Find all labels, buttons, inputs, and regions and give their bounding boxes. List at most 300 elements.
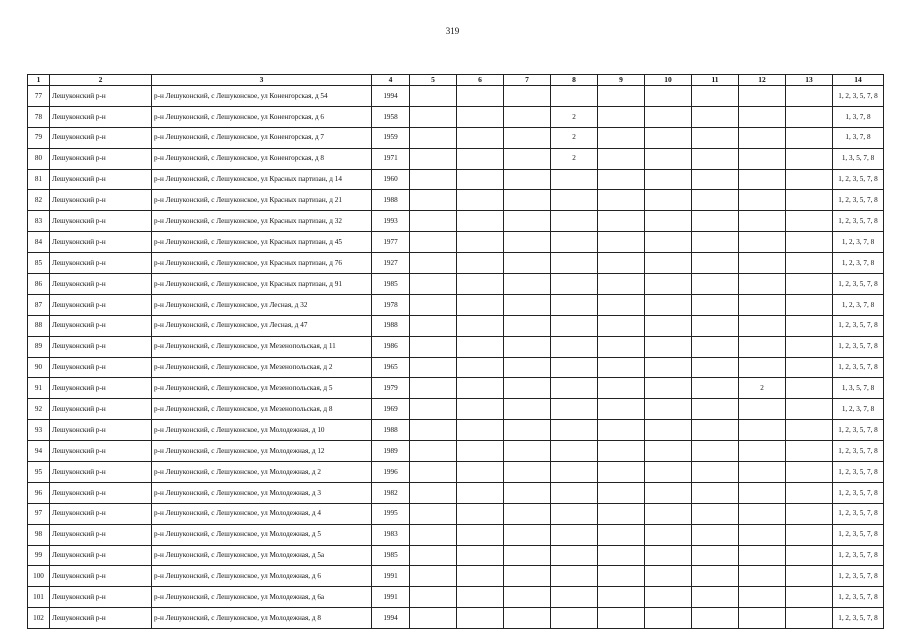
col-12-cell (739, 441, 786, 462)
col-10-cell (645, 441, 692, 462)
col-5-cell (410, 148, 457, 169)
table-row (28, 545, 884, 566)
col-9-cell (598, 441, 645, 462)
col-6-cell (457, 86, 504, 107)
col-5-cell (410, 503, 457, 524)
table-row (28, 274, 884, 295)
col-8-cell (551, 294, 598, 315)
col-6-cell (457, 106, 504, 127)
year-cell: 1969 (372, 399, 410, 420)
year-cell: 1983 (372, 524, 410, 545)
col-10-cell (645, 127, 692, 148)
col-7-cell (504, 211, 551, 232)
district-cell: Лешуконский р-н (50, 211, 152, 232)
col-6-cell (457, 190, 504, 211)
col-12-cell (739, 253, 786, 274)
row-number-cell: 91 (28, 378, 50, 399)
year-cell: 1996 (372, 462, 410, 483)
row-number-cell: 99 (28, 545, 50, 566)
col-6-cell (457, 211, 504, 232)
row-number-cell: 100 (28, 566, 50, 587)
col-7-cell (504, 190, 551, 211)
year-cell: 1979 (372, 378, 410, 399)
year-cell: 1993 (372, 211, 410, 232)
col-6-cell (457, 608, 504, 629)
col-6-cell (457, 294, 504, 315)
row-number-cell: 96 (28, 482, 50, 503)
criteria-codes-cell: 1, 2, 3, 5, 7, 8 (833, 211, 884, 232)
col-6-cell (457, 357, 504, 378)
col-8-cell: 2 (551, 106, 598, 127)
criteria-codes-cell: 1, 2, 3, 5, 7, 8 (833, 169, 884, 190)
col-5-cell (410, 190, 457, 211)
column-header-12: 12 (739, 75, 786, 86)
row-number-cell: 102 (28, 608, 50, 629)
col-7-cell (504, 106, 551, 127)
col-10-cell (645, 378, 692, 399)
col-7-cell (504, 294, 551, 315)
address-cell: р-н Лешуконский, с Лешуконское, ул Молодежная, д 12 (152, 441, 372, 462)
table-row (28, 587, 884, 608)
criteria-codes-cell: 1, 2, 3, 7, 8 (833, 232, 884, 253)
col-7-cell (504, 420, 551, 441)
column-header-7: 7 (504, 75, 551, 86)
col-11-cell (692, 608, 739, 629)
criteria-codes-cell: 1, 3, 7, 8 (833, 127, 884, 148)
district-cell: Лешуконский р-н (50, 524, 152, 545)
col-8-cell (551, 274, 598, 295)
col-11-cell (692, 524, 739, 545)
col-13-cell (786, 566, 833, 587)
col-12-cell (739, 127, 786, 148)
col-13-cell (786, 503, 833, 524)
criteria-codes-cell: 1, 2, 3, 5, 7, 8 (833, 274, 884, 295)
col-13-cell (786, 315, 833, 336)
address-cell: р-н Лешуконский, с Лешуконское, ул Молодежная, д 5 (152, 524, 372, 545)
col-5-cell (410, 106, 457, 127)
col-10-cell (645, 169, 692, 190)
criteria-codes-cell: 1, 2, 3, 5, 7, 8 (833, 441, 884, 462)
criteria-codes-cell: 1, 2, 3, 7, 8 (833, 294, 884, 315)
col-9-cell (598, 336, 645, 357)
col-8-cell (551, 545, 598, 566)
address-cell: р-н Лешуконский, с Лешуконское, ул Мезенопольская, д 5 (152, 378, 372, 399)
district-cell: Лешуконский р-н (50, 357, 152, 378)
col-5-cell (410, 420, 457, 441)
col-7-cell (504, 315, 551, 336)
col-8-cell (551, 587, 598, 608)
table-row (28, 127, 884, 148)
address-cell: р-н Лешуконский, с Лешуконское, ул Коненгорская, д 8 (152, 148, 372, 169)
col-7-cell (504, 524, 551, 545)
address-cell: р-н Лешуконский, с Лешуконское, ул Красных партизан, д 45 (152, 232, 372, 253)
col-13-cell (786, 148, 833, 169)
row-number-cell: 86 (28, 274, 50, 295)
col-9-cell (598, 169, 645, 190)
col-5-cell (410, 315, 457, 336)
row-number-cell: 90 (28, 357, 50, 378)
district-cell: Лешуконский р-н (50, 399, 152, 420)
col-12-cell (739, 566, 786, 587)
col-13-cell (786, 294, 833, 315)
address-cell: р-н Лешуконский, с Лешуконское, ул Молодежная, д 2 (152, 462, 372, 483)
col-5-cell (410, 232, 457, 253)
year-cell: 1971 (372, 148, 410, 169)
table-header (28, 75, 884, 86)
col-8-cell (551, 399, 598, 420)
col-13-cell (786, 253, 833, 274)
col-7-cell (504, 127, 551, 148)
criteria-codes-cell: 1, 2, 3, 5, 7, 8 (833, 357, 884, 378)
col-6-cell (457, 566, 504, 587)
col-8-cell (551, 462, 598, 483)
year-cell: 1977 (372, 232, 410, 253)
table-row (28, 336, 884, 357)
col-10-cell (645, 315, 692, 336)
row-number-cell: 89 (28, 336, 50, 357)
district-cell: Лешуконский р-н (50, 190, 152, 211)
column-header-3: 3 (152, 75, 372, 86)
col-11-cell (692, 462, 739, 483)
col-10-cell (645, 274, 692, 295)
header-row (28, 75, 884, 86)
col-8-cell: 2 (551, 148, 598, 169)
col-8-cell (551, 253, 598, 274)
col-9-cell (598, 378, 645, 399)
address-cell: р-н Лешуконский, с Лешуконское, ул Мезенопольская, д 2 (152, 357, 372, 378)
col-7-cell (504, 232, 551, 253)
col-12-cell (739, 315, 786, 336)
col-7-cell (504, 253, 551, 274)
col-10-cell (645, 336, 692, 357)
col-11-cell (692, 399, 739, 420)
col-11-cell (692, 378, 739, 399)
col-9-cell (598, 294, 645, 315)
col-11-cell (692, 420, 739, 441)
row-number-cell: 94 (28, 441, 50, 462)
row-number-cell: 78 (28, 106, 50, 127)
col-12-cell (739, 211, 786, 232)
col-12-cell (739, 274, 786, 295)
column-header-5: 5 (410, 75, 457, 86)
col-7-cell (504, 587, 551, 608)
col-13-cell (786, 336, 833, 357)
col-8-cell (551, 503, 598, 524)
col-9-cell (598, 127, 645, 148)
address-cell: р-н Лешуконский, с Лешуконское, ул Молодежная, д 6а (152, 587, 372, 608)
year-cell: 1985 (372, 545, 410, 566)
col-5-cell (410, 336, 457, 357)
col-6-cell (457, 169, 504, 190)
col-8-cell (551, 211, 598, 232)
address-cell: р-н Лешуконский, с Лешуконское, ул Коненгорская, д 54 (152, 86, 372, 107)
row-number-cell: 93 (28, 420, 50, 441)
year-cell: 1989 (372, 441, 410, 462)
col-11-cell (692, 253, 739, 274)
table-row (28, 169, 884, 190)
col-7-cell (504, 357, 551, 378)
col-11-cell (692, 315, 739, 336)
address-cell: р-н Лешуконский, с Лешуконское, ул Лесная, д 32 (152, 294, 372, 315)
address-cell: р-н Лешуконский, с Лешуконское, ул Коненгорская, д 7 (152, 127, 372, 148)
col-9-cell (598, 232, 645, 253)
criteria-codes-cell: 1, 2, 3, 5, 7, 8 (833, 524, 884, 545)
col-6-cell (457, 482, 504, 503)
col-11-cell (692, 482, 739, 503)
table-row (28, 148, 884, 169)
criteria-codes-cell: 1, 2, 3, 7, 8 (833, 253, 884, 274)
col-9-cell (598, 253, 645, 274)
year-cell: 1959 (372, 127, 410, 148)
col-9-cell (598, 190, 645, 211)
col-12-cell (739, 169, 786, 190)
col-13-cell (786, 106, 833, 127)
col-7-cell (504, 148, 551, 169)
col-13-cell (786, 274, 833, 295)
col-13-cell (786, 378, 833, 399)
col-6-cell (457, 587, 504, 608)
col-7-cell (504, 169, 551, 190)
column-header-4: 4 (372, 75, 410, 86)
col-11-cell (692, 148, 739, 169)
address-cell: р-н Лешуконский, с Лешуконское, ул Красных партизан, д 21 (152, 190, 372, 211)
row-number-cell: 101 (28, 587, 50, 608)
col-7-cell (504, 503, 551, 524)
row-number-cell: 98 (28, 524, 50, 545)
table-row (28, 211, 884, 232)
col-10-cell (645, 86, 692, 107)
col-5-cell (410, 399, 457, 420)
district-cell: Лешуконский р-н (50, 148, 152, 169)
col-8-cell (551, 566, 598, 587)
col-12-cell (739, 336, 786, 357)
col-9-cell (598, 503, 645, 524)
col-9-cell (598, 608, 645, 629)
col-5-cell (410, 441, 457, 462)
col-12-cell (739, 86, 786, 107)
col-12-cell (739, 462, 786, 483)
col-5-cell (410, 253, 457, 274)
col-13-cell (786, 524, 833, 545)
col-13-cell (786, 399, 833, 420)
col-11-cell (692, 232, 739, 253)
col-12-cell (739, 232, 786, 253)
district-cell: Лешуконский р-н (50, 462, 152, 483)
col-13-cell (786, 190, 833, 211)
col-7-cell (504, 274, 551, 295)
criteria-codes-cell: 1, 2, 3, 5, 7, 8 (833, 482, 884, 503)
row-number-cell: 88 (28, 315, 50, 336)
address-cell: р-н Лешуконский, с Лешуконское, ул Коненгорская, д 6 (152, 106, 372, 127)
col-6-cell (457, 441, 504, 462)
column-header-9: 9 (598, 75, 645, 86)
district-cell: Лешуконский р-н (50, 566, 152, 587)
district-cell: Лешуконский р-н (50, 106, 152, 127)
year-cell: 1986 (372, 336, 410, 357)
district-cell: Лешуконский р-н (50, 294, 152, 315)
col-6-cell (457, 503, 504, 524)
col-9-cell (598, 399, 645, 420)
col-9-cell (598, 545, 645, 566)
col-13-cell (786, 482, 833, 503)
col-11-cell (692, 106, 739, 127)
district-cell: Лешуконский р-н (50, 503, 152, 524)
col-9-cell (598, 148, 645, 169)
criteria-codes-cell: 1, 3, 5, 7, 8 (833, 148, 884, 169)
col-12-cell (739, 357, 786, 378)
col-10-cell (645, 608, 692, 629)
col-10-cell (645, 420, 692, 441)
criteria-codes-cell: 1, 2, 3, 5, 7, 8 (833, 336, 884, 357)
year-cell: 1960 (372, 169, 410, 190)
col-7-cell (504, 545, 551, 566)
table-row (28, 566, 884, 587)
address-cell: р-н Лешуконский, с Лешуконское, ул Красных партизан, д 91 (152, 274, 372, 295)
col-12-cell (739, 190, 786, 211)
criteria-codes-cell: 1, 3, 5, 7, 8 (833, 378, 884, 399)
table-row (28, 503, 884, 524)
year-cell: 1988 (372, 190, 410, 211)
col-10-cell (645, 503, 692, 524)
col-7-cell (504, 441, 551, 462)
year-cell: 1988 (372, 315, 410, 336)
col-13-cell (786, 211, 833, 232)
col-13-cell (786, 86, 833, 107)
criteria-codes-cell: 1, 2, 3, 5, 7, 8 (833, 420, 884, 441)
district-cell: Лешуконский р-н (50, 86, 152, 107)
table-row (28, 399, 884, 420)
district-cell: Лешуконский р-н (50, 253, 152, 274)
row-number-cell: 82 (28, 190, 50, 211)
criteria-codes-cell: 1, 2, 3, 5, 7, 8 (833, 566, 884, 587)
col-5-cell (410, 274, 457, 295)
col-7-cell (504, 566, 551, 587)
year-cell: 1995 (372, 503, 410, 524)
criteria-codes-cell: 1, 2, 3, 5, 7, 8 (833, 503, 884, 524)
year-cell: 1994 (372, 608, 410, 629)
address-cell: р-н Лешуконский, с Лешуконское, ул Мезенопольская, д 8 (152, 399, 372, 420)
col-13-cell (786, 420, 833, 441)
column-header-8: 8 (551, 75, 598, 86)
col-8-cell (551, 482, 598, 503)
col-8-cell: 2 (551, 127, 598, 148)
col-10-cell (645, 357, 692, 378)
col-5-cell (410, 357, 457, 378)
col-10-cell (645, 545, 692, 566)
col-8-cell (551, 190, 598, 211)
address-cell: р-н Лешуконский, с Лешуконское, ул Красных партизан, д 76 (152, 253, 372, 274)
column-header-1: 1 (28, 75, 50, 86)
col-8-cell (551, 524, 598, 545)
col-11-cell (692, 336, 739, 357)
col-13-cell (786, 545, 833, 566)
table-row (28, 378, 884, 399)
row-number-cell: 83 (28, 211, 50, 232)
address-cell: р-н Лешуконский, с Лешуконское, ул Лесная, д 47 (152, 315, 372, 336)
col-8-cell (551, 169, 598, 190)
col-6-cell (457, 315, 504, 336)
table-row (28, 190, 884, 211)
col-11-cell (692, 566, 739, 587)
col-12-cell (739, 420, 786, 441)
col-5-cell (410, 524, 457, 545)
col-5-cell (410, 378, 457, 399)
year-cell: 1927 (372, 253, 410, 274)
col-9-cell (598, 86, 645, 107)
criteria-codes-cell: 1, 2, 3, 5, 7, 8 (833, 462, 884, 483)
col-6-cell (457, 336, 504, 357)
criteria-codes-cell: 1, 2, 3, 5, 7, 8 (833, 86, 884, 107)
district-cell: Лешуконский р-н (50, 274, 152, 295)
table-row (28, 253, 884, 274)
col-6-cell (457, 274, 504, 295)
row-number-cell: 79 (28, 127, 50, 148)
address-cell: р-н Лешуконский, с Лешуконское, ул Красных партизан, д 14 (152, 169, 372, 190)
col-10-cell (645, 232, 692, 253)
col-8-cell (551, 378, 598, 399)
col-12-cell (739, 545, 786, 566)
row-number-cell: 97 (28, 503, 50, 524)
criteria-codes-cell: 1, 2, 3, 5, 7, 8 (833, 190, 884, 211)
row-number-cell: 87 (28, 294, 50, 315)
year-cell: 1978 (372, 294, 410, 315)
row-number-cell: 84 (28, 232, 50, 253)
table-row (28, 462, 884, 483)
col-12-cell (739, 587, 786, 608)
col-8-cell (551, 315, 598, 336)
criteria-codes-cell: 1, 3, 7, 8 (833, 106, 884, 127)
address-cell: р-н Лешуконский, с Лешуконское, ул Красных партизан, д 32 (152, 211, 372, 232)
year-cell: 1991 (372, 587, 410, 608)
col-5-cell (410, 86, 457, 107)
address-cell: р-н Лешуконский, с Лешуконское, ул Молодежная, д 4 (152, 503, 372, 524)
col-10-cell (645, 211, 692, 232)
district-cell: Лешуконский р-н (50, 315, 152, 336)
address-cell: р-н Лешуконский, с Лешуконское, ул Молодежная, д 8 (152, 608, 372, 629)
col-5-cell (410, 566, 457, 587)
col-10-cell (645, 190, 692, 211)
col-12-cell: 2 (739, 378, 786, 399)
col-11-cell (692, 545, 739, 566)
col-11-cell (692, 190, 739, 211)
col-8-cell (551, 357, 598, 378)
col-12-cell (739, 148, 786, 169)
col-6-cell (457, 148, 504, 169)
column-header-14: 14 (833, 75, 884, 86)
column-header-6: 6 (457, 75, 504, 86)
year-cell: 1965 (372, 357, 410, 378)
col-10-cell (645, 566, 692, 587)
col-11-cell (692, 587, 739, 608)
col-11-cell (692, 294, 739, 315)
district-cell: Лешуконский р-н (50, 420, 152, 441)
criteria-codes-cell: 1, 2, 3, 5, 7, 8 (833, 545, 884, 566)
col-11-cell (692, 441, 739, 462)
table-row (28, 482, 884, 503)
col-9-cell (598, 106, 645, 127)
row-number-cell: 80 (28, 148, 50, 169)
table-row (28, 106, 884, 127)
table-row (28, 86, 884, 107)
col-8-cell (551, 336, 598, 357)
table-row (28, 232, 884, 253)
col-6-cell (457, 524, 504, 545)
col-9-cell (598, 524, 645, 545)
col-5-cell (410, 127, 457, 148)
district-cell: Лешуконский р-н (50, 169, 152, 190)
col-10-cell (645, 148, 692, 169)
criteria-codes-cell: 1, 2, 3, 7, 8 (833, 399, 884, 420)
